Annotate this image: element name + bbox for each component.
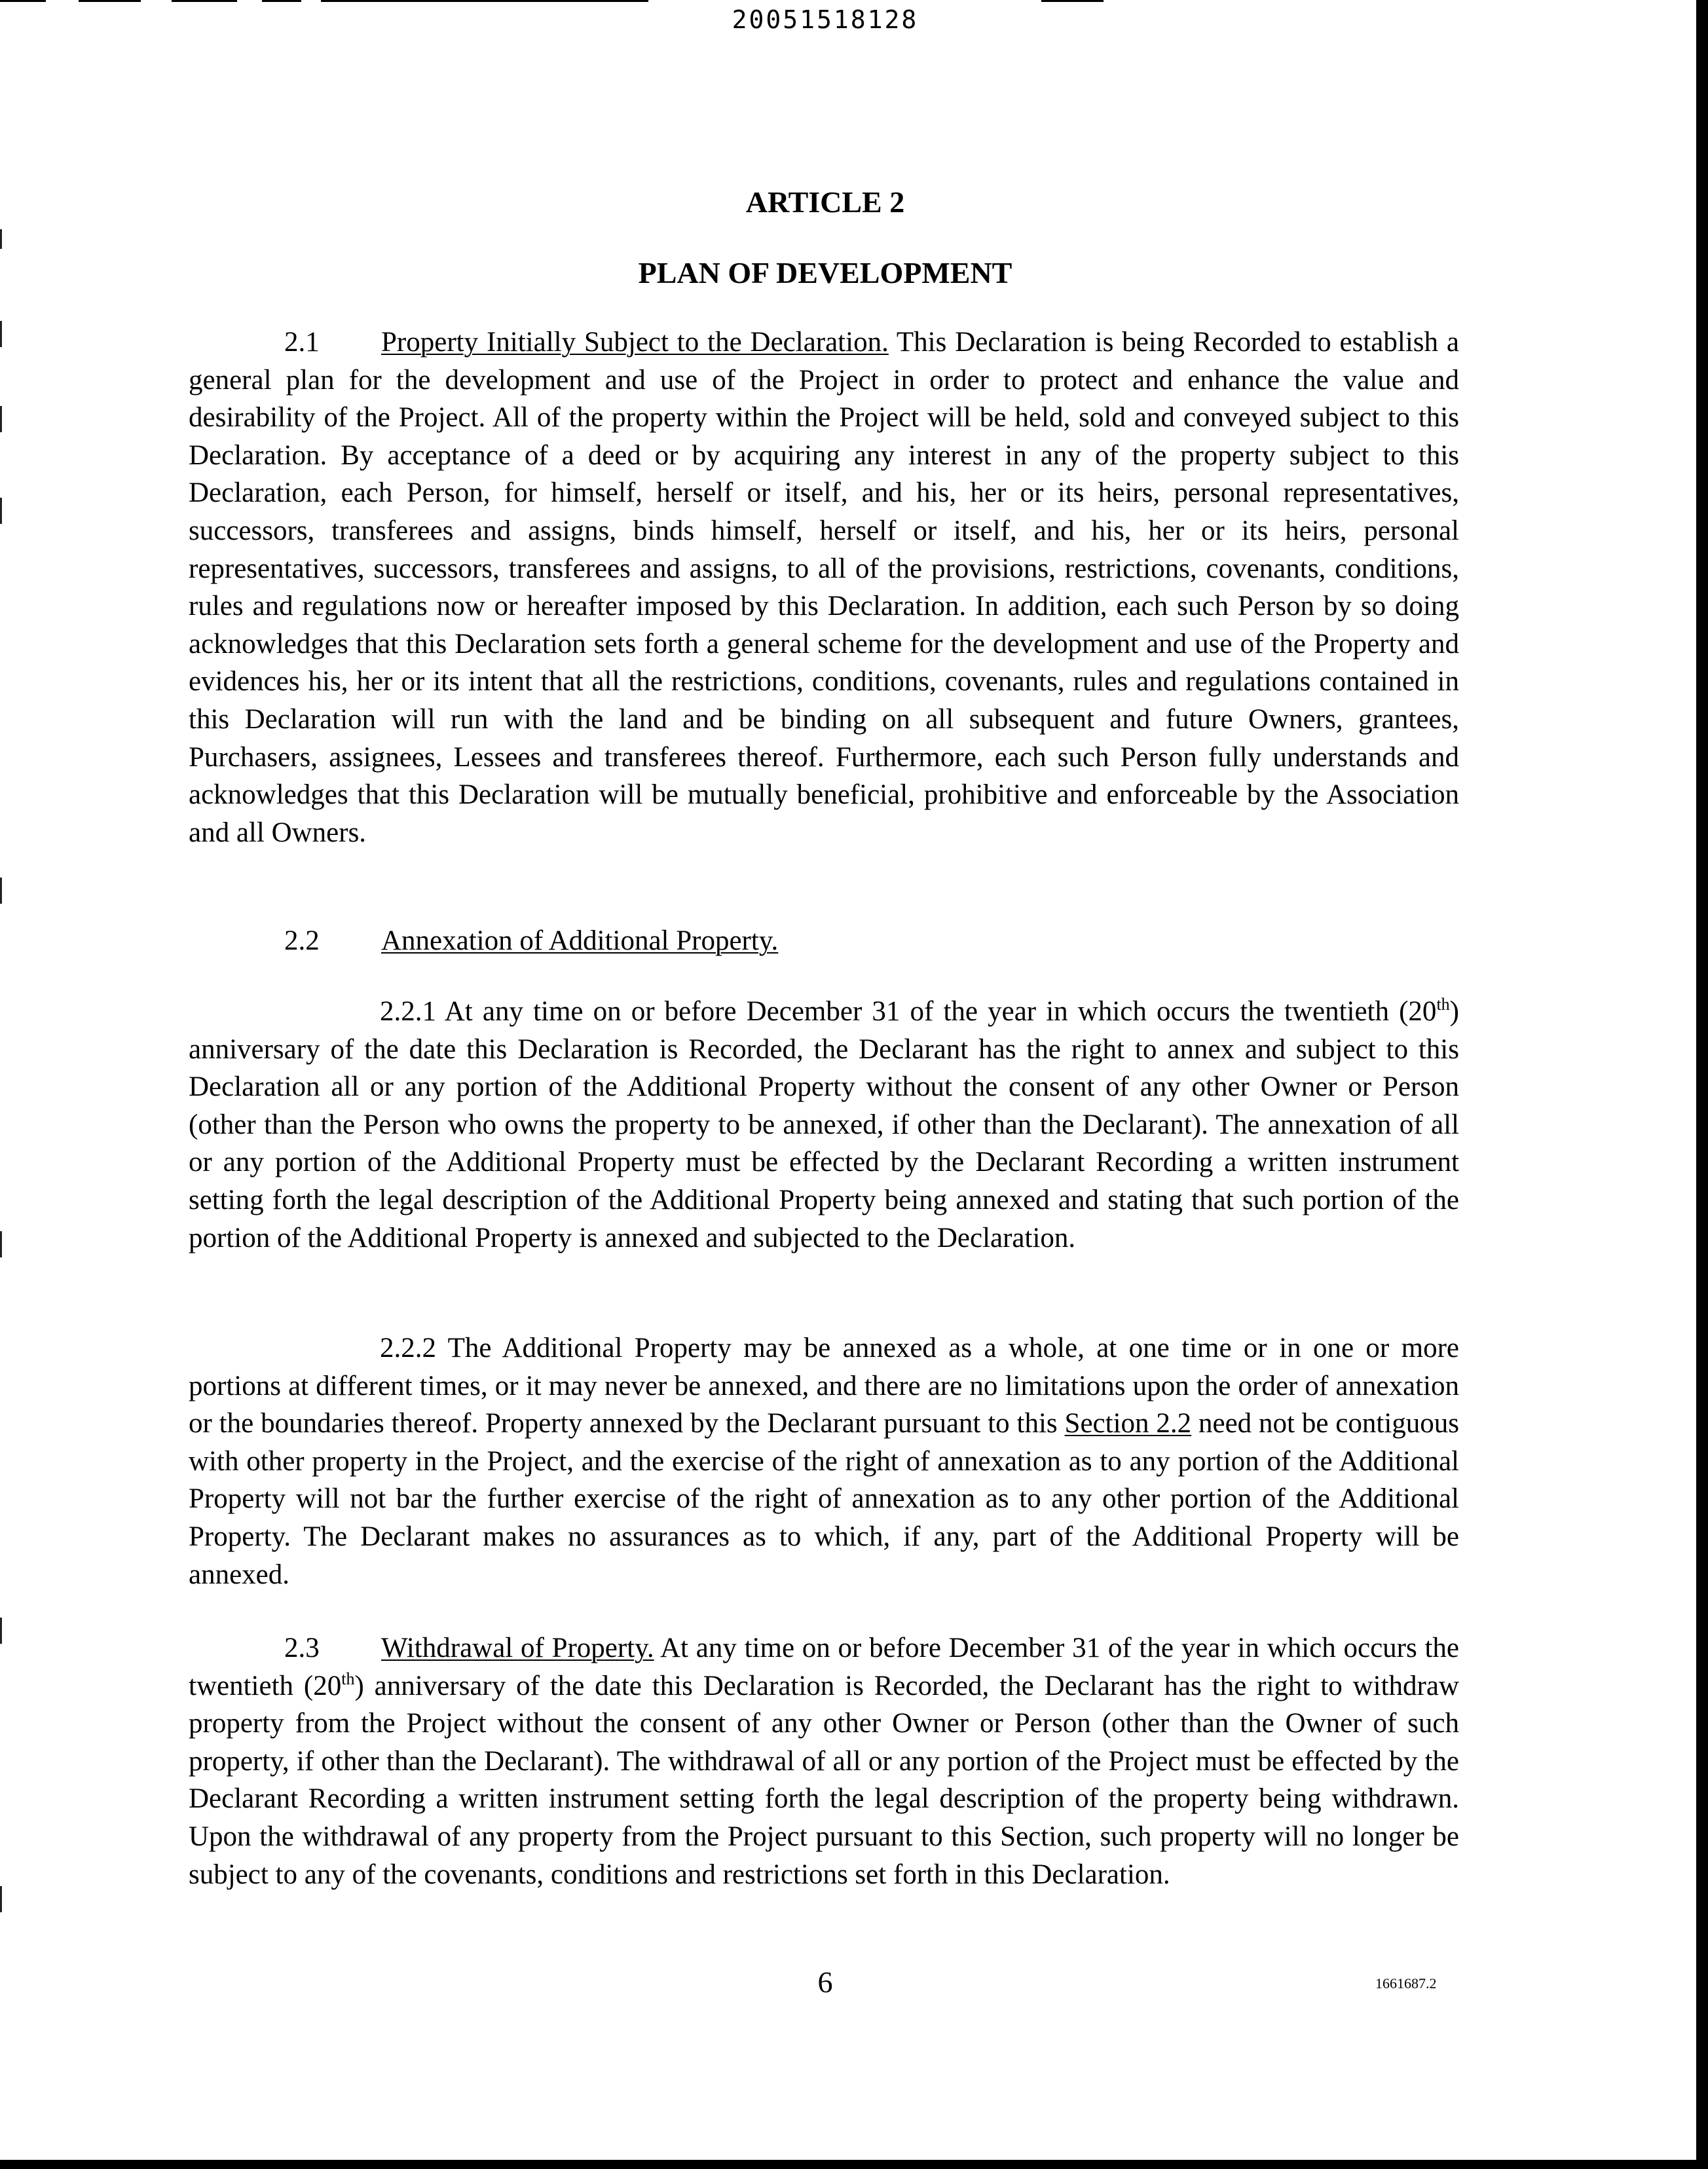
scan-margin-mark-4: [0, 498, 2, 524]
scan-edge-bottom: [0, 2160, 1708, 2169]
scan-margin-mark-3: [0, 406, 2, 432]
scan-top-rule-4: [262, 0, 301, 2]
section-2-2-cross-reference: Section 2.2: [1064, 1408, 1192, 1439]
scan-margin-mark-1: [0, 229, 2, 249]
section-2-2-2-number: 2.2.2: [380, 1333, 436, 1363]
scan-top-rule-5: [321, 0, 648, 2]
section-2-2-2-body-part1: The Additional Property may be annexed as a whole, at one time or in one or more portions at different times, or it may never be annexed, and there are no limitations upon the order of annexation or the boundaries thereof. Property annexed by the Declarant pursuant to this: [189, 1333, 1459, 1439]
section-2-2-number: 2.2: [284, 925, 320, 956]
section-2-2-1-body-part1: At any time on or before December 31 of the year in which occurs the twentieth (20: [436, 996, 1437, 1027]
section-2-3-ordinal-suffix: th: [341, 1669, 355, 1688]
section-2-2-2-paragraph: [189, 1329, 1459, 1593]
scan-margin-mark-6: [0, 1231, 2, 1257]
document-file-code: 1661687.2: [1375, 1975, 1437, 1992]
section-2-2-1-ordinal-suffix: th: [1436, 995, 1450, 1014]
section-2-2-paragraph: [189, 922, 1459, 960]
section-2-1-paragraph: [189, 324, 1459, 851]
page-number: 6: [817, 1965, 833, 1999]
section-2-2-1-body-part2: ) anniversary of the date this Declaration is Recorded, the Declarant has the right to annex and subject to this Declaration all or any portion of the Additional Property without the consent of any other Owner or Person (other than the Person who owns the property to be annexed, if other than the Declarant). The annexation of all or any portion of the Additional Property must be effected by the Declarant Recording a written instrument setting forth the legal description of the Additional Property being annexed and stating that such portion of the portion of the Additional Property is annexed and subjected to the Declaration.: [189, 996, 1459, 1253]
section-2-2-2-body-part2: need not be contiguous with other property in the Project, and the exercise of the right of annexation as to any portion of the Additional Property will not bar the further exercise of the right of annexation as to any other portion of the Additional Property. The Declarant makes no assurances as to which, if any, part of the Additional Property will be annexed.: [189, 1408, 1459, 1590]
scan-margin-mark-2: [0, 321, 2, 347]
section-2-2: [189, 922, 1459, 960]
scan-margin-mark-5: [0, 878, 2, 904]
section-2-3-heading: Withdrawal of Property.: [381, 1633, 654, 1663]
scan-top-rule-3: [172, 0, 237, 2]
article-heading: ARTICLE 2: [745, 185, 905, 219]
scan-top-rule-2: [79, 0, 141, 2]
section-2-2-2: [189, 1329, 1459, 1593]
section-2-2-1-number: 2.2.1: [380, 996, 436, 1027]
article-title: PLAN OF DEVELOPMENT: [638, 256, 1012, 289]
scan-top-rule-6: [1041, 0, 1104, 2]
scan-top-rule-1: [0, 0, 46, 2]
section-2-1-number: 2.1: [284, 327, 320, 358]
section-2-1-heading: Property Initially Subject to the Declaration.: [381, 327, 889, 358]
recording-number: 20051518128: [732, 5, 919, 34]
section-2-3-number: 2.3: [284, 1633, 320, 1663]
section-2-3-body-part1: At any time on or before December 31 of the year in which occurs the twentieth (20: [189, 1633, 1459, 1701]
section-2-3: [189, 1629, 1459, 1893]
section-2-2-1: [189, 993, 1459, 1257]
section-2-3-body-part2: ) anniversary of the date this Declaration is Recorded, the Declarant has the right to withdraw property from the Project without the consent of any other Owner or Person (other than the Owner of such property, if other than the Declarant). The withdrawal of all or any portion of the Project must be effected by the Declarant Recording a written instrument setting forth the legal description of the property being withdrawn. Upon the withdrawal of any property from the Project pursuant to this Section, such property will no longer be subject to any of the covenants, conditions and restrictions set forth in this Declaration.: [189, 1670, 1459, 1890]
scan-edge-right: [1696, 0, 1708, 2169]
section-2-1-body: This Declaration is being Recorded to establish a general plan for the development and use of the Project in order to protect and enhance the value and desirability of the Project. All of the property within the Project will be held, sold and conveyed subject to this Declaration. By acceptance of a deed or by acquiring any interest in any of the property subject to this Declaration, each Person, for himself, herself or itself, and his, her or its heirs, personal representatives, successors, transferees and assigns, binds himself, herself or itself, and his, her or its heirs, personal representatives, successors, transferees and assigns, to all of the provisions, restrictions, covenants, conditions, rules and regulations now or hereafter imposed by this Declaration. In addition, each such Person by so doing acknowledges that this Declaration sets forth a general scheme for the development and use of the Property and evidences his, her or its intent that all the restrictions, conditions, covenants, rules and regulations contained in this Declaration will run with the land and be binding on all subsequent and future Owners, grantees, Purchasers, assignees, Lessees and transferees thereof. Furthermore, each such Person fully understands and acknowledges that this Declaration will be mutually beneficial, prohibitive and enforceable by the Association and all Owners.: [189, 327, 1459, 848]
scan-margin-mark-7: [0, 1618, 2, 1644]
section-2-2-1-paragraph: [189, 993, 1459, 1257]
section-2-2-heading: Annexation of Additional Property.: [381, 925, 779, 956]
scan-margin-mark-8: [0, 1886, 2, 1912]
section-2-3-paragraph: [189, 1629, 1459, 1893]
section-2-1: [189, 324, 1459, 851]
